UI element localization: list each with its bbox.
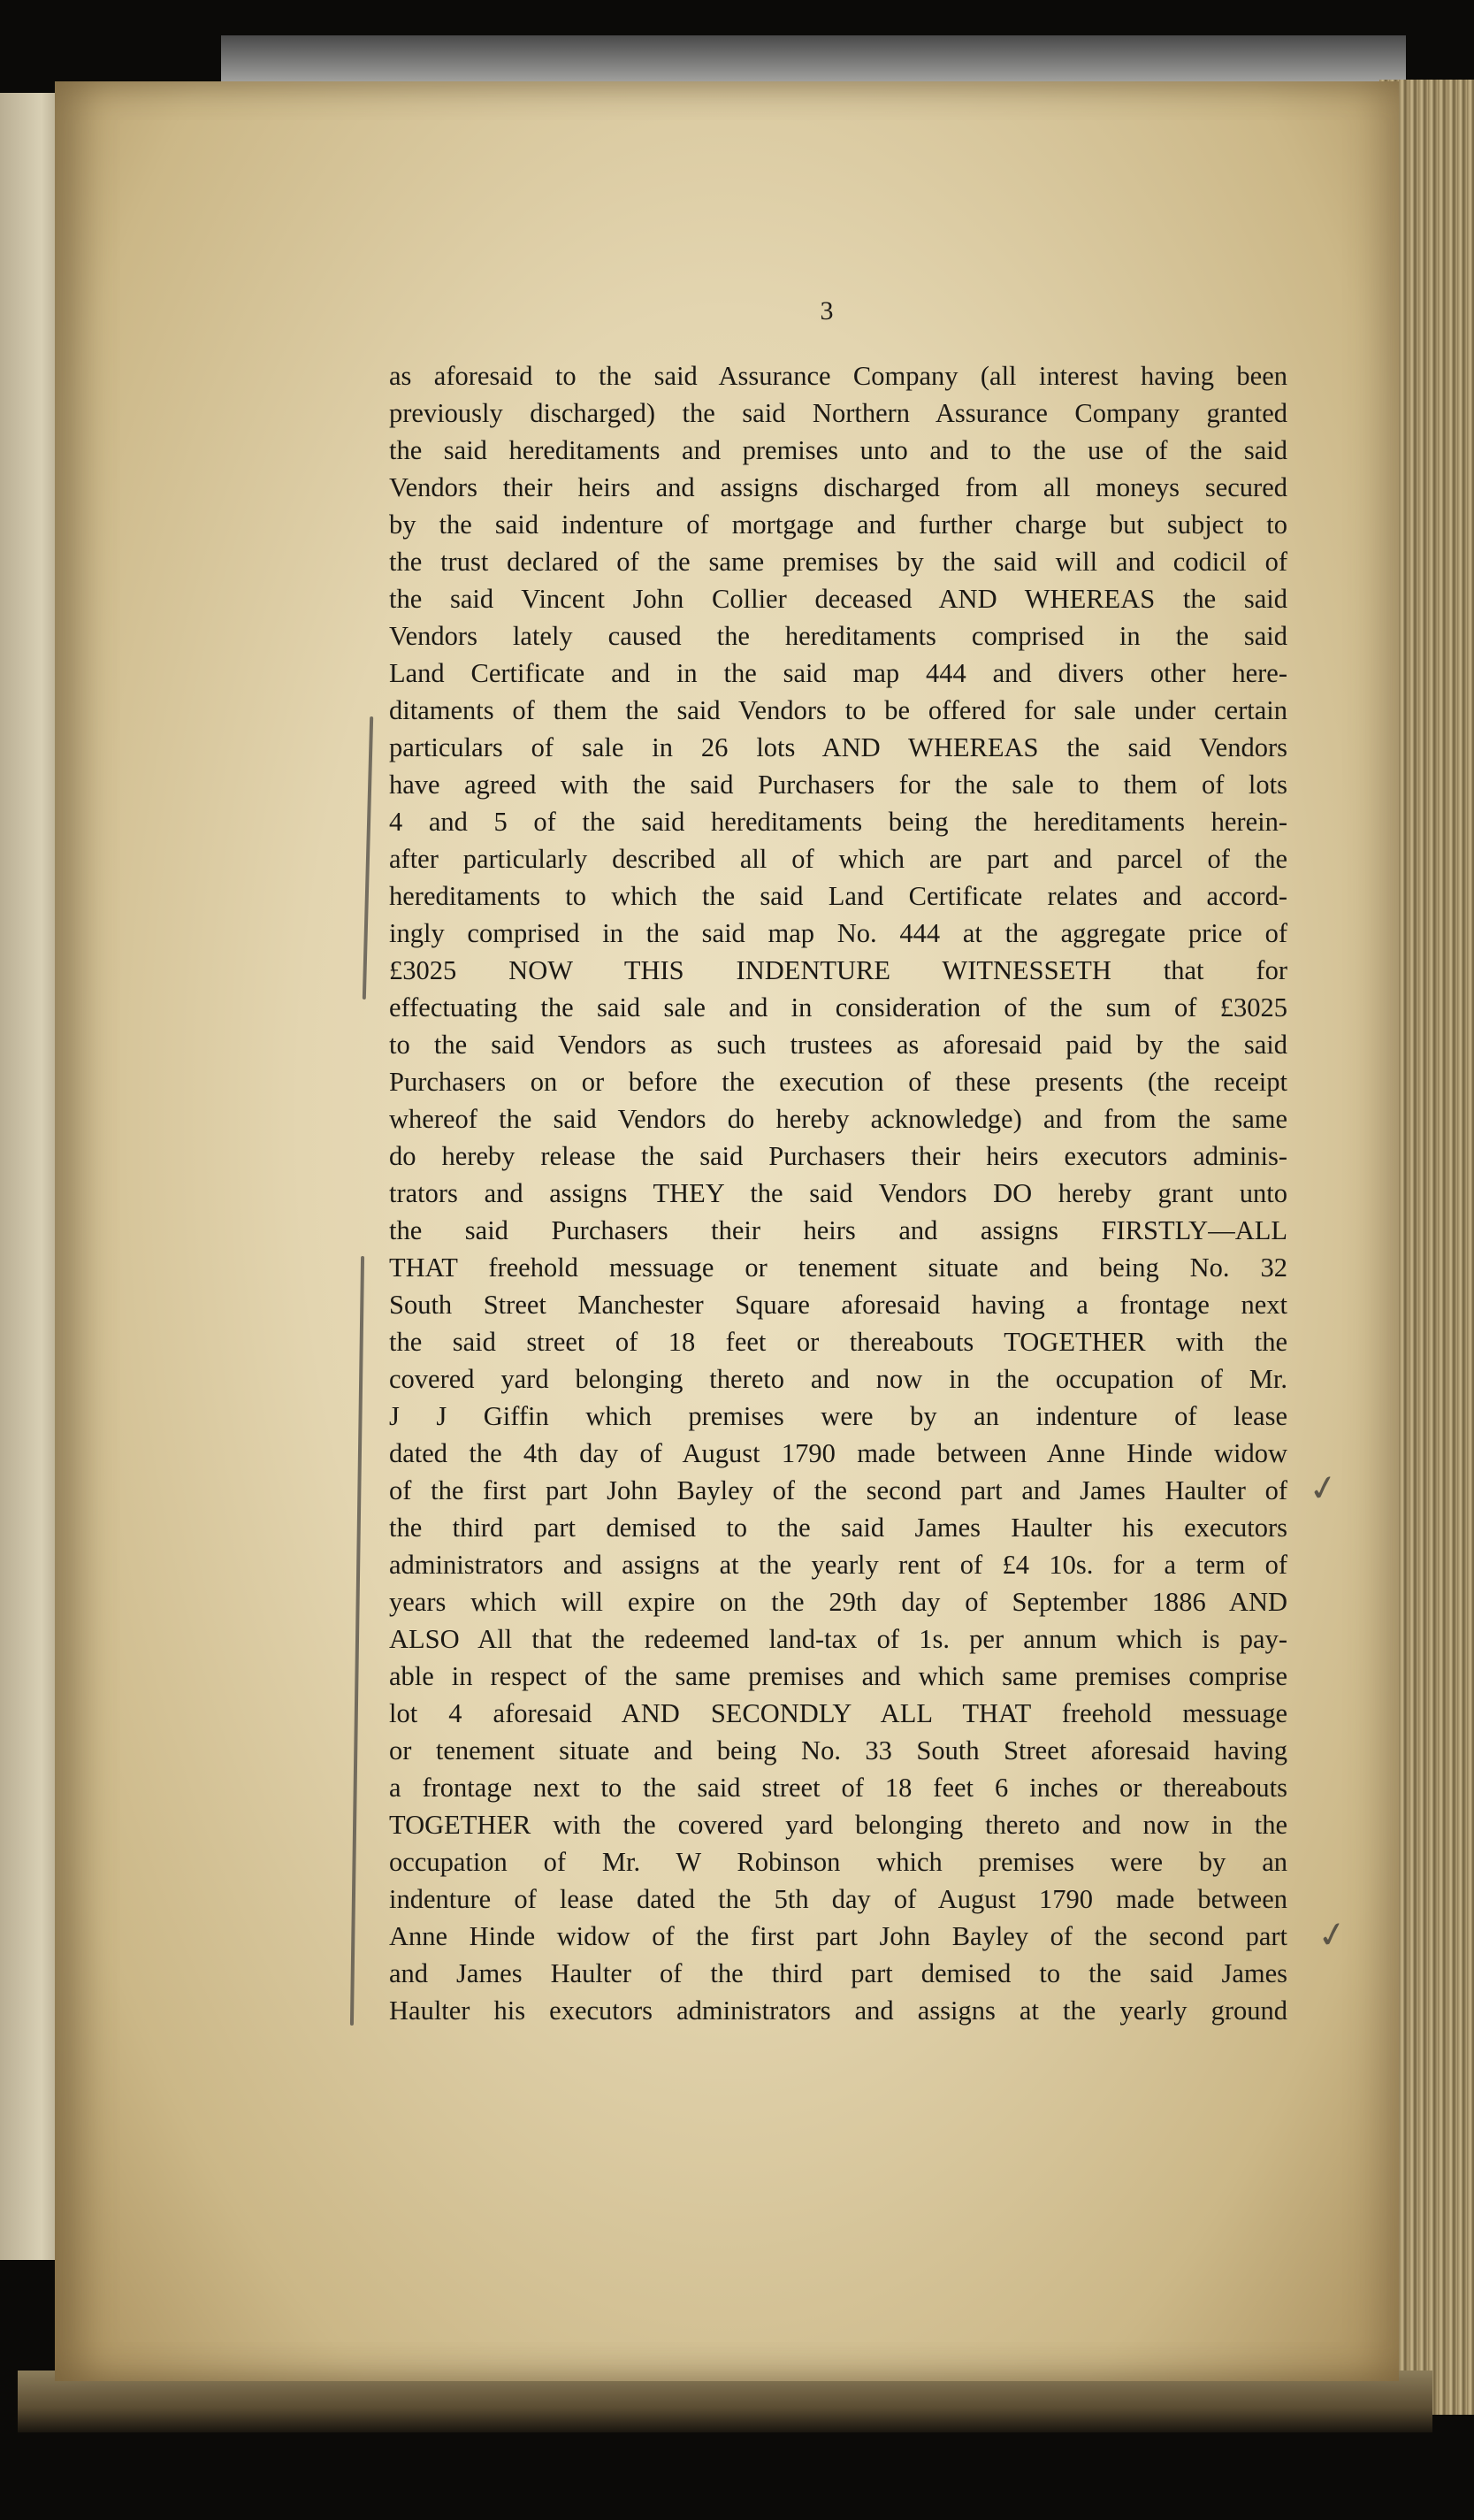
text-line: by the said indenture of mortgage and further charge but subject to [389, 509, 1287, 540]
text-line: Vendors lately caused the hereditaments comprised in the said [389, 621, 1287, 651]
text-line: lot 4 aforesaid AND SECONDLY ALL THAT freehold messuage [389, 1698, 1287, 1728]
text-line: the said Purchasers their heirs and assigns FIRSTLY—ALL [389, 1215, 1287, 1245]
text-line: the said hereditaments and premises unto and to the use of the said [389, 435, 1287, 465]
text-line: Land Certificate and in the said map 444 and divers other here- [389, 658, 1287, 688]
text-line: trators and assigns THEY the said Vendors DO hereby grant unto [389, 1178, 1287, 1208]
text-line: administrators and assigns at the yearly rent of £4 10s. for a term of [389, 1550, 1287, 1580]
text-line: the said Vincent John Collier deceased AND WHEREAS the said [389, 584, 1287, 614]
text-line: whereof the said Vendors do hereby acknowledge) and from the same [389, 1104, 1287, 1134]
text-line: years which will expire on the 29th day of September 1886 AND [389, 1587, 1287, 1617]
text-line: effectuating the said sale and in consideration of the sum of £3025 [389, 992, 1287, 1023]
text-line: indenture of lease dated the 5th day of August 1790 made between [389, 1884, 1287, 1914]
text-line: of the first part John Bayley of the second part and James Haulter of [389, 1475, 1287, 1505]
text-line: Anne Hinde widow of the first part John Bayley of the second part [389, 1921, 1287, 1951]
text-line: particulars of sale in 26 lots AND WHEREAS the said Vendors [389, 732, 1287, 762]
page-number: 3 [820, 296, 834, 326]
text-line: or tenement situate and being No. 33 South Street aforesaid having [389, 1735, 1287, 1766]
text-line: as aforesaid to the said Assurance Company (all interest having been [389, 361, 1287, 391]
text-line: occupation of Mr. W Robinson which premises were by an [389, 1847, 1287, 1877]
text-line: J J Giffin which premises were by an indenture of lease [389, 1401, 1287, 1431]
text-line: and James Haulter of the third part demised to the said James [389, 1958, 1287, 1988]
text-line: after particularly described all of which are part and parcel of the [389, 844, 1287, 874]
text-line: ditaments of them the said Vendors to be offered for sale under certain [389, 695, 1287, 725]
text-line: previously discharged) the said Northern Assurance Company granted [389, 398, 1287, 428]
text-line: ALSO All that the redeemed land-tax of 1s. per annum which is pay- [389, 1624, 1287, 1654]
pencil-tick-icon: ✓ [1305, 1466, 1342, 1512]
text-line: ingly comprised in the said map No. 444 at the aggregate price of [389, 918, 1287, 948]
text-line: have agreed with the said Purchasers for the sale to them of lots [389, 770, 1287, 800]
text-line: 4 and 5 of the said hereditaments being the hereditaments herein- [389, 807, 1287, 837]
text-line: to the said Vendors as such trustees as aforesaid paid by the said [389, 1030, 1287, 1060]
text-line: do hereby release the said Purchasers their heirs executors adminis- [389, 1141, 1287, 1171]
text-line: covered yard belonging thereto and now in the occupation of Mr. [389, 1364, 1287, 1394]
text-line: a frontage next to the said street of 18 feet 6 inches or thereabouts [389, 1773, 1287, 1803]
text-line: dated the 4th day of August 1790 made between Anne Hinde widow [389, 1438, 1287, 1468]
text-line: the said street of 18 feet or thereabouts TOGETHER with the [389, 1327, 1287, 1357]
document-body [389, 357, 1287, 2029]
text-line: the trust declared of the same premises by the said will and codicil of [389, 547, 1287, 577]
text-line: Vendors their heirs and assigns discharged from all moneys secured [389, 472, 1287, 502]
pencil-tick-icon: ✓ [1314, 1912, 1351, 1958]
text-line: able in respect of the same premises and which same premises comprise [389, 1661, 1287, 1691]
text-line: THAT freehold messuage or tenement situate and being No. 32 [389, 1252, 1287, 1283]
text-line: Purchasers on or before the execution of these presents (the receipt [389, 1067, 1287, 1097]
text-line: £3025 NOW THIS INDENTURE WITNESSETH that for [389, 955, 1287, 985]
text-line: hereditaments to which the said Land Certificate relates and accord- [389, 881, 1287, 911]
text-line: Haulter his executors administrators and assigns at the yearly ground [389, 1995, 1287, 2026]
text-line: the third part demised to the said James Haulter his executors [389, 1513, 1287, 1543]
text-line: South Street Manchester Square aforesaid having a frontage next [389, 1290, 1287, 1320]
text-line: TOGETHER with the covered yard belonging thereto and now in the [389, 1810, 1287, 1840]
